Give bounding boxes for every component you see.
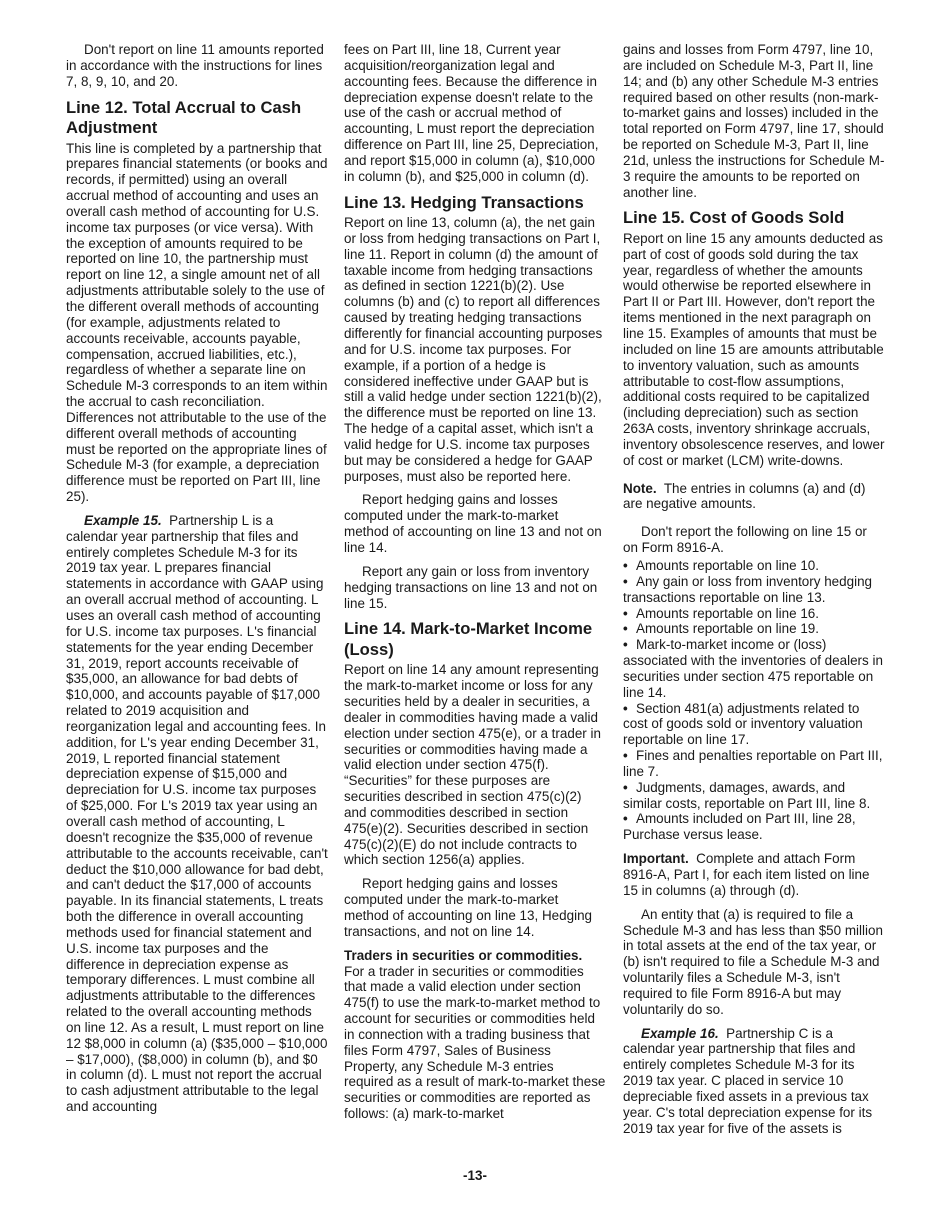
heading-line-15: Line 15. Cost of Goods Sold [623,208,845,228]
example-15-label: Example 15. [84,512,162,528]
paragraph: gains and losses from Form 4797, line 10, are included on Schedule M-3, Part II, line 14; and (b) any other Schedule M-3 entries required based on other results (non-mark-to-market gains and losses) included in the total reported on Form 4797, line 17, should be reported on Schedule M-3, Part II, line 21d, unless the instructions for Schedule M-3 require the amounts to be reported on another line. [623,42,885,200]
important-label: Important. [623,851,689,867]
traders-label: Traders in securities or commodities. [344,947,583,963]
list-item: • Amounts reportable on line 19. [623,621,820,637]
example-16-label: Example 16. [641,1025,719,1041]
list-item: • Mark-to-market income or (loss) associated with the inventories of dealers in securities under section 475 reportable on line 14. [623,637,883,700]
example-16 [623,1026,885,1137]
bullet-icon: • [623,700,628,716]
list-item: • Amounts reportable on line 10. [623,557,820,573]
column-2 [344,42,606,1130]
example-15-text: Partnership L is a calendar year partnership that files and entirely completes Schedule M-3 for its 2019 tax year. L prepares financial statements in accordance with GAAP using an overall accrual method of accounting. L uses an overall cash method of accounting for U.S. income tax purposes. L's financial statements for the year ending December 31, 2019, report accounts receivable of $35,000, an allowance for bad debts of $10,000, and accounts payable of $17,000 related to 2019 acquisition and reorganization legal and accounting fees. In addition, for L's year ending December 31, 2019, L reported financial statement depreciation expense of $15,000 and depreciation for U.S. income tax purposes of $25,000. For L's 2019 tax year using an overall cash method of accounting, L doesn't recognize the $35,000 of revenue attributable to the accounts receivable, can't deduct the $10,000 allowance for bad debt, and can't deduct the $17,000 of accounts payable. In its financial statements, L treats both the difference in overall accounting methods used for financial statement and U.S. income tax purposes and the difference in depreciation expense as temporary differences. L must combine all adjustments attributable to the differences related to the overall accounting methods on line 12. As a result, L must report on line 12 $8,000 in column (a) ($35,000 – $10,000 – $17,000), ($8,000) in column (b), and $0 in column (d). L must not report the accrual to cash adjustment attributable to the legal and accounting [66,512,328,1115]
bullet-icon: • [623,637,628,653]
note-paragraph [623,481,885,513]
column-3 [623,42,885,1145]
list-item: • Amounts reportable on line 16. [623,605,820,621]
column-1 [66,42,328,1123]
paragraph: Report hedging gains and losses computed under the mark-to-market method of accounting on line 13 and not on line 14. [344,492,602,555]
list-item: • Any gain or loss from inventory hedging transactions reportable on line 13. [623,573,873,605]
list-item: • Amounts included on Part III, line 28, Purchase versus lease. [623,811,856,843]
bullet-icon: • [623,748,628,764]
page-number: -13- [463,1168,487,1183]
list-item: • Section 481(a) adjustments related to cost of goods sold or inventory valuation reportable on line 17. [623,700,863,748]
paragraph: Report on line 13, column (a), the net gain or loss from hedging transactions on Part I, line 11. Report in column (d) the amount of taxable income from hedging transactions as defined in section 1221(b)(2). Use columns (b) and (c) to report all differences caused by treating hedging transactions differently for financial accounting purposes and for U.S. income tax purposes. For example, if a portion of a hedge is considered ineffective under GAAP but is still a valid hedge under section 1221(b)(2), the difference must be reported on line 13. The hedge of a capital asset, which isn't a valid hedge for U.S. income tax purposes but may be considered a hedge for GAAP purposes, must also be reported here. [344,215,603,484]
paragraph: Report on line 14 any amount representing the mark-to-market income or loss for any securities held by a dealer in securities, a dealer in commodities having made a valid election under section 475(e), or a trader in securities or commodities having made a valid election under section 475(f). “Securities” for these purposes are securities described in section 475(c)(2) and commodities described in section 475(e)(2). Securities described in section 475(c)(2)(E) do not include contracts to which section 1256(a) applies. [344,662,601,868]
bullet-icon: • [623,557,628,573]
important-paragraph [623,851,885,899]
bullet-icon: • [623,605,628,621]
heading-line-13: Line 13. Hedging Transactions [344,192,584,212]
important-text: Complete and attach Form 8916-A, Part I, for each item listed on line 15 in columns (a) through (d). [623,851,870,898]
note-label: Note. [623,480,657,496]
bullet-icon: • [623,811,628,827]
traders-text: For a trader in securities or commodities that made a valid election under section 475(f) to use the mark-to-market method to account for securities or commodities held in connection with a trading business that files Form 4797, Sales of Business Property, any Schedule M-3 entries required as a result of mark-to-market these securities or commodities are reported as follows: (a) mark-to-market [344,963,606,1122]
paragraph: Don't report the following on line 15 or on Form 8916-A. [623,524,867,556]
paragraph: fees on Part III, line 18, Current year acquisition/reorganization legal and accounting fees. Because the difference in depreciation expense doesn't relate to the use of the cash or accrual method of accounting, L must report the depreciation difference on Part III, line 25, Depreciation, and report $15,000 in column (a), $10,000 in column (b), and $25,000 in column (d). [344,42,599,184]
note-text: The entries in columns (a) and (d) are negative amounts. [623,480,866,512]
example-16-text: Partnership C is a calendar year partnership that files and entirely completes Schedule M-3 for its 2019 tax year. C placed in service 10 depreciable fixed assets in a previous tax year. C's total depreciation expense for its 2019 tax year for five of the assets is [623,1025,873,1136]
heading-line-14: Line 14. Mark-to-Market Income (Loss) [344,619,593,659]
paragraph: Report hedging gains and losses computed under the mark-to-market method of accounting on line 13, Hedging transactions, and not on line 14. [344,876,593,939]
paragraph: This line is completed by a partnership that prepares financial statements (or books and records, if permitted) using an overall accrual method of accounting and uses an overall cash method of accounting for U.S. income tax purposes (or vice versa). With the exception of amounts required to be reported on line 10, the partnership must report on line 12, a single amount net of all adjustments attributable solely to the use of the different overall methods of accounting (for example, adjustments related to accounts receivable, accounts payable, compensation, accrued liabilities, etc.), regardless of whether a separate line on Schedule M-3 corresponds to an item within the accrual to cash reconciliation. Differences not attributable to the use of the different overall methods of accounting must be reported on the appropriate lines of Schedule M-3 (for example, a depreciation difference must be reported on Part III, line 25). [66,140,328,505]
paragraph: Report on line 15 any amounts deducted as part of cost of goods sold during the tax year, regardless of whether the amounts would otherwise be reported elsewhere in Part II or Part III. However, don't report the items mentioned in the next paragraph on line 15. Examples of amounts that must be included on line 15 are amounts attributable to inventory valuation, such as amounts attributable to cost-flow assumptions, additional costs required to be capitalized (including depreciation) such as section 263A costs, inventory shrinkage accruals, inventory obsolescence reserves, and lower of cost or market (LCM) write-downs. [623,230,885,468]
paragraph: An entity that (a) is required to file a Schedule M-3 and has less than $50 million in total assets at the end of the tax year, or (b) isn't required to file a Schedule M-3 and voluntarily files a Schedule M-3, isn't required to file Form 8916-A but may voluntarily do so. [623,906,883,1017]
list-item: • Judgments, damages, awards, and similar costs, reportable on Part III, line 8. [623,779,871,811]
exclusions-list [623,558,885,843]
bullet-icon: • [623,779,628,795]
bullet-icon: • [623,621,628,637]
paragraph: Don't report on line 11 amounts reported in accordance with the instructions for lines 7, 8, 9, 10, and 20. [66,42,324,89]
traders-paragraph [344,948,606,1122]
bullet-icon: • [623,573,628,589]
heading-line-12: Line 12. Total Accrual to Cash Adjustment [66,97,302,138]
example-15 [66,513,328,1115]
list-item: • Fines and penalties reportable on Part III, line 7. [623,748,883,779]
paragraph: Report any gain or loss from inventory hedging transactions on line 13 and not on line 15. [344,563,598,611]
